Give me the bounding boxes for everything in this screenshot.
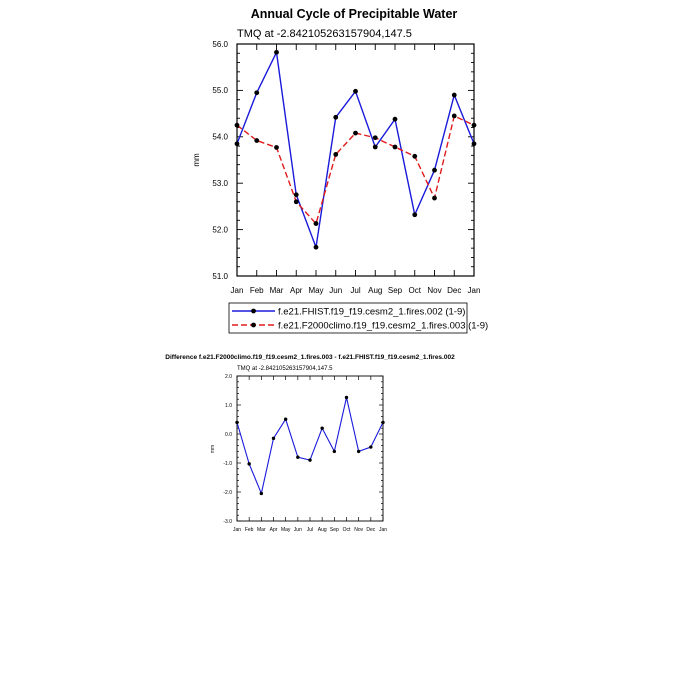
x-tick-label: May — [280, 527, 291, 533]
x-tick-label: Dec — [447, 286, 462, 295]
series-1-point — [308, 458, 311, 461]
x-tick-label: Jan — [378, 527, 388, 533]
series-1-point — [357, 450, 360, 453]
legend-marker-series-1 — [251, 309, 256, 314]
series-2-point — [412, 154, 417, 159]
y-tick-label: 52.0 — [212, 225, 228, 235]
x-tick-label: Jan — [232, 527, 242, 533]
series-2-point — [393, 145, 398, 150]
series-1-point — [284, 418, 287, 421]
x-tick-label: Jul — [306, 527, 314, 533]
chart-title: Difference f.e21.F2000climo.f19_f19.cesm2_1.fires.003 - f.e21.FHIST.f19_f19.cesm2_1.fires.002 — [165, 354, 455, 361]
chart-subtitle: TMQ at -2.842105263157904,147.5 — [237, 28, 412, 40]
series-1-point — [254, 90, 259, 95]
series-1-point — [452, 93, 457, 98]
legend — [229, 303, 488, 333]
x-tick-label: Jan — [230, 286, 244, 295]
series-1-point — [235, 421, 238, 424]
series-2-point — [432, 196, 437, 201]
series-1-point — [393, 117, 398, 122]
plot-area — [223, 374, 387, 533]
y-tick-label: 53.0 — [212, 179, 228, 188]
series-2-point — [274, 145, 279, 150]
series-1-point — [272, 437, 275, 440]
x-tick-label: Apr — [290, 286, 303, 295]
series-1-point — [381, 421, 384, 424]
series-1-point — [333, 450, 336, 453]
x-tick-label: Feb — [249, 286, 264, 295]
y-tick-label: -3.0 — [223, 518, 232, 525]
difference-chart — [165, 354, 455, 533]
series-1-point — [296, 456, 299, 459]
series-1-point — [247, 462, 250, 465]
x-tick-label: Oct — [408, 286, 421, 295]
series-2-point — [235, 123, 240, 128]
series-1-point — [373, 145, 378, 150]
series-2-point — [472, 123, 477, 128]
y-tick-label: 1.0 — [225, 402, 232, 409]
x-tick-label: Oct — [342, 527, 351, 533]
plot-area — [212, 40, 480, 295]
y-tick-label: 55.0 — [212, 86, 228, 96]
legend-label-series-2: f.e21.F2000climo.f19_f19.cesm2_1.fires.003 (1-9) — [278, 320, 489, 332]
series-1-point — [235, 141, 240, 146]
x-tick-label: Nov — [427, 286, 442, 295]
y-axis-label: mm — [192, 153, 201, 167]
series-1-point — [260, 492, 263, 495]
series-2-point — [294, 199, 299, 204]
x-tick-label: Feb — [244, 527, 254, 533]
annual-cycle-chart — [192, 7, 488, 333]
series-1-point — [320, 427, 323, 430]
series-1-point — [432, 168, 437, 173]
x-tick-label: Aug — [368, 286, 383, 295]
y-tick-label: 2.0 — [225, 373, 232, 380]
series-2-point — [314, 221, 319, 226]
x-tick-label: May — [308, 286, 324, 295]
x-tick-label: Sep — [387, 286, 403, 295]
y-axis-label: mm — [210, 444, 216, 454]
y-tick-label: 56.0 — [212, 39, 228, 49]
series-2-point — [353, 131, 358, 136]
plot-frame — [237, 44, 474, 276]
y-tick-label: 51.0 — [212, 271, 228, 281]
series-2-point — [452, 114, 457, 119]
series-1-point — [294, 192, 299, 197]
y-tick-label: -1.0 — [223, 460, 232, 467]
series-2-point — [373, 135, 378, 140]
series-1-point — [353, 89, 358, 94]
legend-label-series-1: f.e21.FHIST.f19_f19.cesm2_1.fires.002 (1-9) — [278, 306, 466, 318]
x-tick-label: Mar — [257, 527, 266, 533]
x-tick-label: Jan — [467, 286, 481, 295]
y-tick-label: 0.0 — [225, 431, 232, 438]
x-tick-label: Nov — [354, 527, 364, 533]
chart-title: Annual Cycle of Precipitable Water — [250, 7, 458, 21]
x-tick-label: Dec — [366, 527, 376, 533]
x-tick-label: Sep — [329, 527, 339, 533]
series-1-line — [237, 397, 383, 493]
series-2-point — [333, 152, 338, 157]
series-1-point — [369, 445, 372, 448]
series-1-point — [472, 141, 477, 146]
chart-subtitle: TMQ at -2.842105263157904,147.5 — [237, 366, 333, 372]
x-tick-label: Jul — [350, 286, 361, 295]
series-1-point — [345, 396, 348, 399]
x-tick-label: Mar — [269, 286, 284, 295]
x-tick-label: Jun — [329, 286, 343, 295]
x-tick-label: Aug — [317, 527, 327, 533]
x-tick-label: Jun — [293, 527, 302, 533]
y-tick-label: 54.0 — [212, 132, 228, 142]
series-1-point — [333, 115, 338, 120]
series-1-point — [412, 212, 417, 217]
x-tick-label: Apr — [269, 527, 278, 533]
legend-marker-series-2 — [251, 323, 256, 328]
plot-frame — [237, 376, 383, 521]
series-1-point — [314, 245, 319, 250]
y-tick-label: -2.0 — [223, 489, 232, 496]
series-1-line — [237, 52, 474, 247]
series-2-point — [254, 138, 259, 143]
series-1-point — [274, 50, 279, 55]
